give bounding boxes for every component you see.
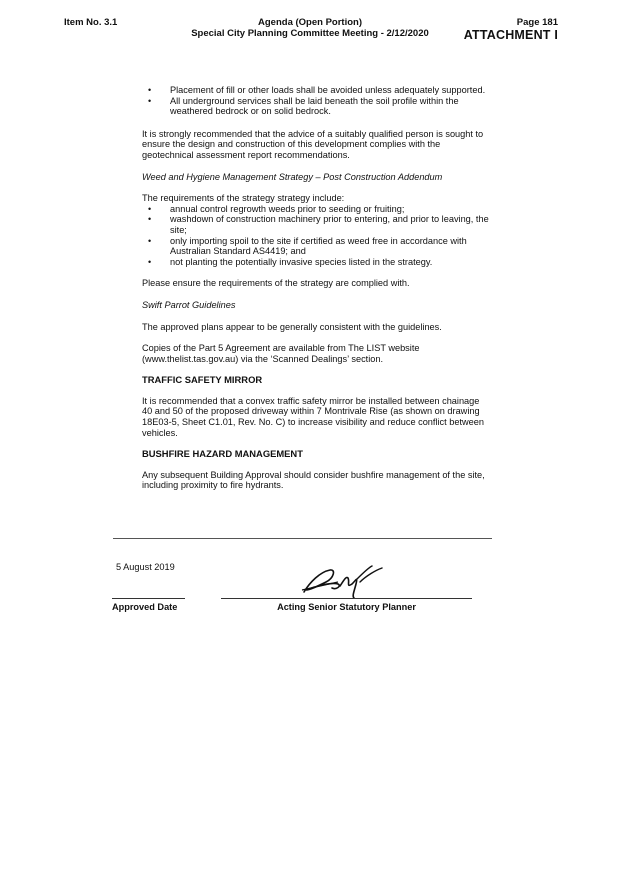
weed-strategy-heading: Weed and Hygiene Management Strategy – Post Construction Addendum (142, 171, 443, 182)
meeting-title: Special City Planning Committee Meeting - 2/12/2020 (191, 28, 429, 39)
swift-parrot-text: The approved plans appear to be generally consistent with the guidelines. (142, 321, 442, 332)
item-number: Item No. 3.1 (64, 17, 118, 28)
approved-date-label: Approved Date (112, 602, 178, 612)
list-item: • All underground services shall be laid beneath the soil profile within the weathered bedrock or on solid bedrock. (148, 95, 459, 117)
agenda-header (150, 17, 470, 39)
bullet-icon: • (148, 256, 152, 267)
bullet-icon: • (148, 235, 152, 246)
list-item: • annual control regrowth weeds prior to seeding or fruiting; (148, 203, 405, 214)
bullet-icon: • (148, 95, 152, 106)
bullet-icon: • (148, 203, 152, 214)
weed-bullet-list (142, 204, 492, 268)
traffic-heading: TRAFFIC SAFETY MIRROR (142, 374, 263, 386)
weed-intro: The requirements of the strategy strategy include: (142, 193, 345, 204)
traffic-text: It is recommended that a convex traffic safety mirror be installed between chainage 40 and 50 of the proposed driveway within 7 Montrivale Rise (as shown on drawing 18E03-5, Sheet C1.01, Rev. No. C) to increase visibility and reduce conflict between vehicles. (142, 395, 484, 438)
bullet-icon: • (148, 214, 152, 225)
list-item: • Placement of fill or other loads shall be avoided unless adequately supported. (148, 85, 486, 95)
date-signature-line (112, 598, 185, 599)
page-number: Page 181 (516, 17, 558, 28)
page-header-right (464, 17, 558, 42)
weed-ensure-text: Please ensure the requirements of the strategy are complied with. (142, 278, 410, 289)
bushfire-text: Any subsequent Building Approval should consider bushfire management of the site, including proximity to fire hydrants. (142, 469, 485, 491)
signature-image (296, 560, 396, 600)
list-item: • not planting the potentially invasive species listed in the strategy. (148, 256, 433, 267)
signer-title-label: Acting Senior Statutory Planner (277, 602, 416, 612)
bullet-icon: • (148, 85, 152, 95)
swift-parrot-heading: Swift Parrot Guidelines (142, 299, 236, 310)
document-body (142, 85, 492, 502)
approval-date: 5 August 2019 (116, 562, 175, 572)
section-divider (113, 538, 492, 539)
attachment-label: ATTACHMENT I (463, 28, 558, 42)
agenda-title: Agenda (Open Portion) (258, 17, 362, 28)
bushfire-heading: BUSHFIRE HAZARD MANAGEMENT (142, 448, 303, 460)
list-item: • only importing spoil to the site if certified as weed free in accordance with Australian Standard AS4419; and (148, 235, 467, 257)
list-item: • washdown of construction machinery prior to entering, and prior to leaving, the site; (148, 214, 489, 235)
signer-signature-line (221, 598, 472, 599)
geotech-advice: It is strongly recommended that the advice of a suitably qualified person is sought to ensure the design and construction of this development complies with the geotechnical assessment report recommendations. (142, 128, 484, 160)
copies-text: Copies of the Part 5 Agreement are available from The LIST website (www.thelist.tas.gov.au) via the ‘Scanned Dealings’ section. (142, 343, 420, 364)
geotech-bullet-list (142, 85, 492, 117)
